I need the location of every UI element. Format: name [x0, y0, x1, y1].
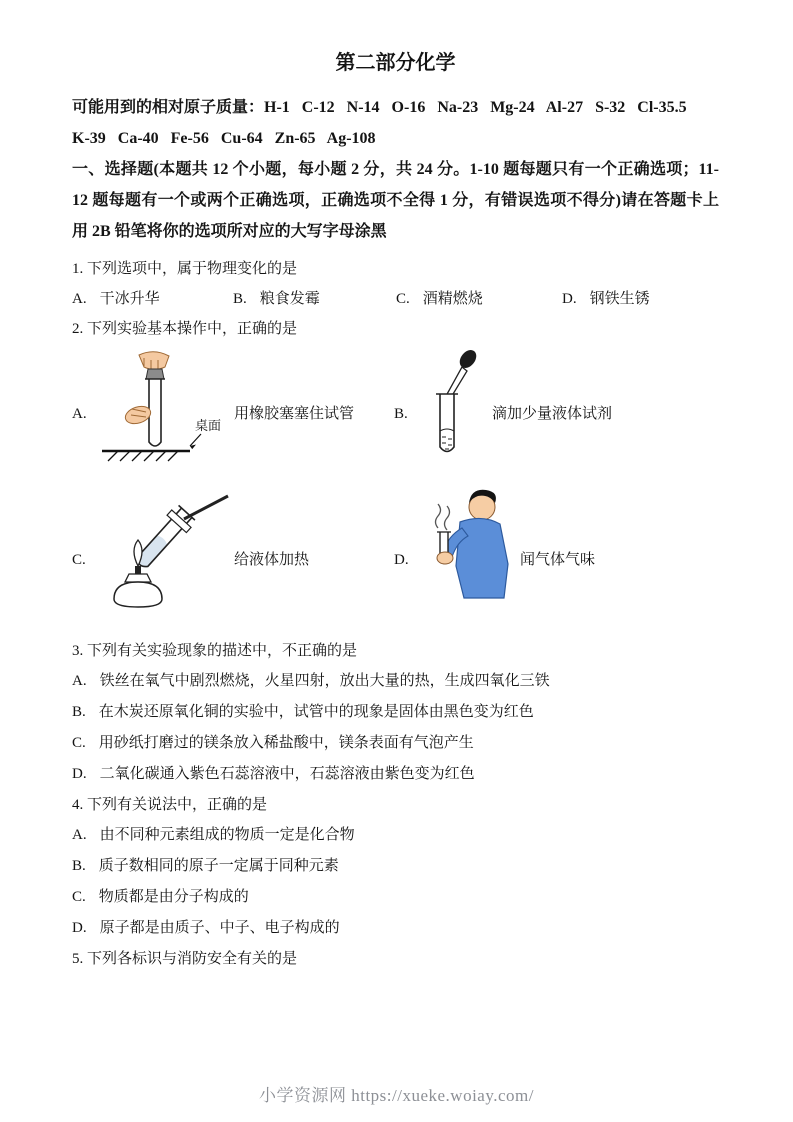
q4-option-c — [72, 882, 719, 913]
q1-option-a-label: A. — [72, 291, 87, 307]
q3-option-c-text: 用砂纸打磨过的镁条放入稀盐酸中，镁条表面有气泡产生 — [98, 735, 474, 751]
q3-stem: 3. 下列有关实验现象的描述中，不正确的是 — [72, 643, 358, 659]
q1-stem: 1. 下列选项中，属于物理变化的是 — [72, 261, 298, 277]
q1-option-b — [233, 284, 396, 314]
watermark-footer: 小学资源网 https://xueke.woiay.com/ — [258, 1086, 534, 1105]
q2-option-c-caption: 给液体加热 — [234, 552, 310, 568]
q1-option-b-label: B. — [233, 291, 247, 307]
q1-option-c-text: 酒精燃烧 — [422, 291, 483, 307]
q2-option-d-caption: 闻气体气味 — [520, 552, 596, 568]
q3-option-b-label: B. — [72, 704, 86, 720]
atomic-masses-line-2: K-39 Ca-40 Fe-56 Cu-64 Zn-65 Ag-108 — [72, 130, 376, 147]
q1-option-d — [562, 284, 719, 314]
q2-option-b-label: B. — [394, 406, 408, 422]
q3-option-c-label: C. — [72, 735, 86, 751]
q2-option-b-caption: 滴加少量液体试剂 — [492, 406, 613, 422]
q4-option-d — [72, 913, 719, 944]
q3-option-b — [72, 697, 719, 728]
q1-option-d-text: 钢铁生锈 — [589, 291, 650, 307]
q3-option-d — [72, 759, 719, 790]
q4-option-a-text: 由不同种元素组成的物质一定是化合物 — [99, 827, 355, 843]
q4-option-d-text: 原子都是由质子、中子、电子构成的 — [99, 920, 340, 936]
q5-stem: 5. 下列各标识与消防安全有关的是 — [72, 951, 298, 967]
q4-option-b — [72, 851, 719, 882]
q4-option-c-text: 物质都是由分子构成的 — [98, 889, 249, 905]
q3-option-a-text: 铁丝在氧气中剧烈燃烧，火星四射，放出大量的热，生成四氧化三铁 — [99, 673, 550, 689]
q2-option-a-caption: 用橡胶塞塞住试管 — [234, 406, 355, 422]
q3-option-a — [72, 666, 719, 697]
q3-option-c — [72, 728, 719, 759]
q4-option-c-label: C. — [72, 889, 86, 905]
stopper-test-tube-illustration — [94, 348, 234, 472]
q2-option-d-label: D. — [394, 552, 409, 568]
q3-option-a-label: A. — [72, 673, 87, 689]
q1-option-b-text: 粮食发霉 — [259, 291, 320, 307]
desk-note-label: 桌面 — [195, 418, 222, 433]
q2-options-figures — [72, 344, 719, 636]
q1-option-d-label: D. — [562, 291, 577, 307]
q4-option-b-text: 质子数相同的原子一定属于同种元素 — [98, 858, 339, 874]
q2-stem: 2. 下列实验基本操作中，正确的是 — [72, 321, 298, 337]
q1-option-c-label: C. — [396, 291, 410, 307]
q3-option-b-text: 在木炭还原氧化铜的实验中，试管中的现象是固体由黑色变为红色 — [98, 704, 534, 720]
q4-option-a — [72, 820, 719, 851]
dropper-test-tube-illustration — [424, 346, 486, 466]
q4-option-d-label: D. — [72, 920, 87, 936]
q1-options — [72, 284, 719, 314]
alcohol-lamp-heating-illustration — [86, 486, 236, 614]
q4-option-b-label: B. — [72, 858, 86, 874]
q2-option-c-label: C. — [72, 552, 86, 568]
q3-option-d-label: D. — [72, 766, 87, 782]
atomic-masses-line-1: 可能用到的相对原子质量：H-1 C-12 N-14 O-16 Na-23 Mg-24 Al-27 S-32 Cl-35.5 — [72, 99, 687, 116]
q1-option-a-text: 干冰升华 — [99, 291, 160, 307]
q1-option-c — [396, 284, 562, 314]
q2-option-a-label: A. — [72, 406, 87, 422]
q4-stem: 4. 下列有关说法中，正确的是 — [72, 797, 268, 813]
page-title: 第二部分化学 — [335, 52, 456, 74]
q1-option-a — [72, 284, 233, 314]
section-1-heading: 一、选择题(本题共 12 个小题，每小题 2 分，共 24 分。1-10 题每题只有一个正确选项；11-12 题每题有一个或两个正确选项，正确选项不全得 1 分，有错误选项不得分)请在答题卡上用 2B 铅笔将你的选项所对应的大写字母涂黑 — [72, 161, 719, 240]
q3-option-d-text: 二氧化碳通入紫色石蕊溶液中，石蕊溶液由紫色变为红色 — [99, 766, 475, 782]
smelling-gas-person-illustration — [416, 484, 516, 616]
q4-option-a-label: A. — [72, 827, 87, 843]
